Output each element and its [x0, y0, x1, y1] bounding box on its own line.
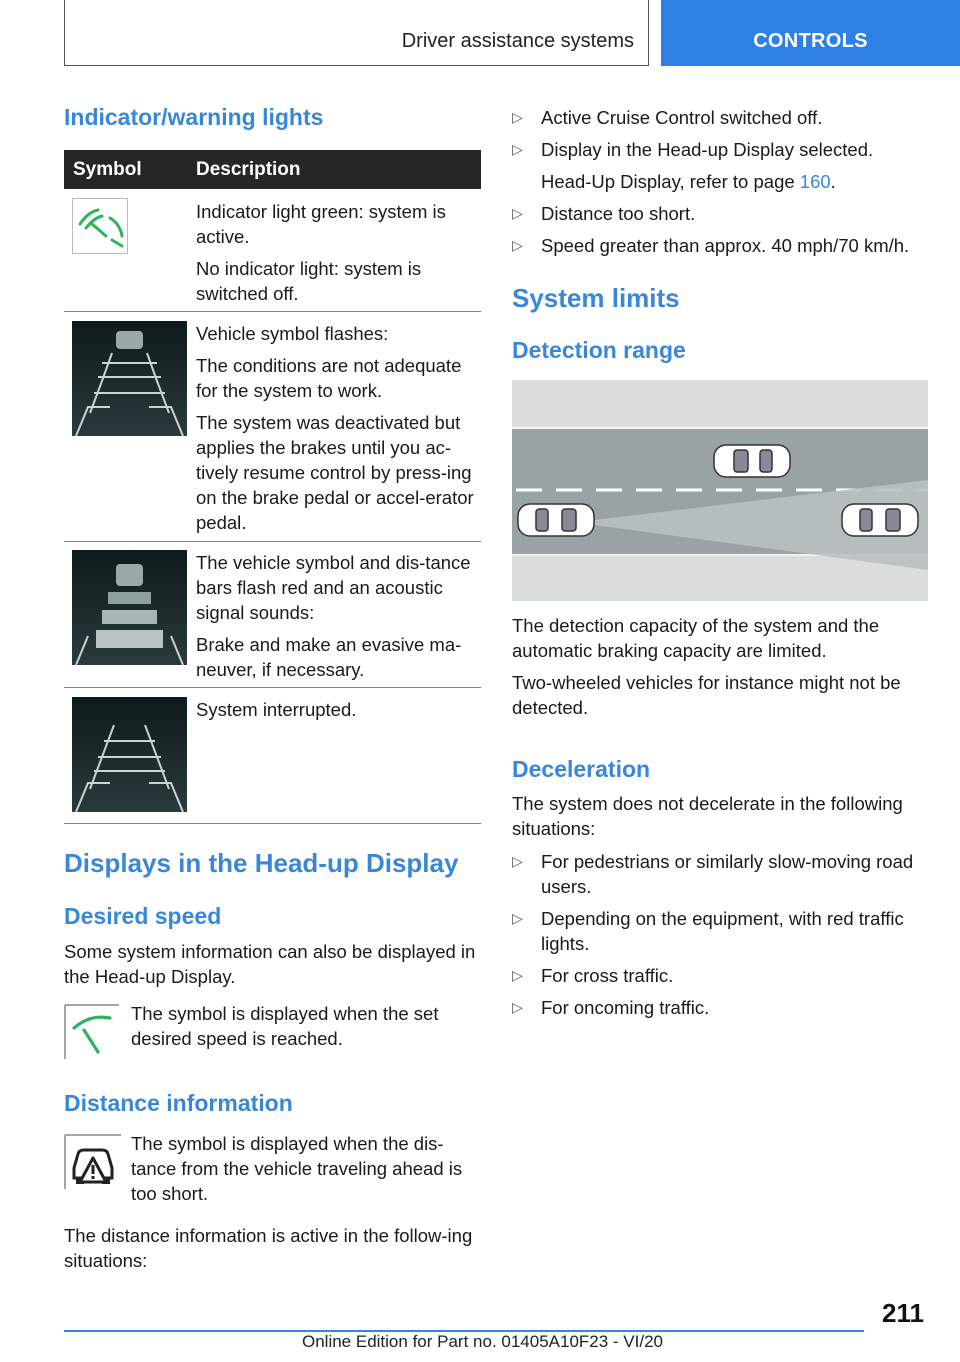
row1-description [196, 199, 481, 313]
desired-speed-text: Some system information can also be displayed in the Head-up Display. [64, 941, 476, 987]
triangle-bullet-icon: ▷ [512, 237, 523, 253]
triangle-bullet-icon: ▷ [512, 999, 523, 1015]
system-interrupted-display-icon [72, 697, 187, 812]
row-divider [64, 541, 481, 542]
distance-bars-display-icon [72, 550, 187, 665]
row2-line2: The conditions are not adequate for the system to work. [196, 355, 462, 401]
triangle-bullet-icon: ▷ [512, 910, 523, 926]
detection-range-illustration [512, 380, 928, 606]
deceleration-text: The system does not decelerate in the following situations: [512, 793, 903, 839]
col-description: Description [196, 159, 301, 180]
row3-line2: Brake and make an evasive ma-neuver, if necessary. [196, 634, 462, 680]
row4-description [196, 697, 481, 729]
row-divider [64, 823, 481, 824]
desired-speed-symbol-text: The symbol is displayed when the set desired speed is reached. [131, 1003, 439, 1049]
hud-page-reference: Head-Up Display, refer to page 160. [541, 171, 836, 192]
header-section-box [64, 0, 649, 66]
row2-description [196, 321, 481, 542]
desired-speed-icon [64, 1004, 120, 1065]
controls-tab-label: CONTROLS [753, 30, 868, 52]
triangle-bullet-icon: ▷ [512, 109, 523, 125]
distance-active-text: The distance information is active in the follow-ing situations: [64, 1225, 473, 1271]
table-header [64, 150, 481, 189]
triangle-bullet-icon: ▷ [512, 141, 523, 157]
distance-warning-icon [64, 1134, 122, 1195]
page-number: 211 [882, 1298, 924, 1328]
detection-text-2: Two-wheeled vehicles for instance might not be detected. [512, 672, 901, 718]
row-divider [64, 311, 481, 312]
detection-text-1: The detection capacity of the system and the automatic braking capacity are limited. [512, 615, 880, 661]
system-limits-heading: System limits [512, 283, 680, 313]
row-divider [64, 687, 481, 688]
acc-green-indicator-icon [72, 198, 187, 254]
indicator-heading: Indicator/warning lights [64, 104, 324, 130]
row1-line2: No indicator light: system is switched off. [196, 258, 422, 304]
col-symbol: Symbol [73, 159, 142, 180]
distance-info-heading: Distance information [64, 1090, 293, 1116]
edition-text: Online Edition for Part no. 01405A10F23 - VI/20 [302, 1332, 664, 1351]
hud-heading: Displays in the Head-up Display [64, 848, 459, 878]
triangle-bullet-icon: ▷ [512, 967, 523, 983]
row3-line1: The vehicle symbol and dis-tance bars flash red and an acoustic signal sounds: [196, 552, 471, 623]
row1-line1: Indicator light green: system is active. [196, 201, 446, 247]
detection-range-heading: Detection range [512, 337, 686, 363]
section-title: Driver assistance systems [401, 30, 634, 52]
vehicle-flash-display-icon [72, 321, 187, 436]
page-link[interactable]: 160 [799, 171, 831, 192]
controls-tab[interactable] [661, 0, 960, 66]
triangle-bullet-icon: ▷ [512, 205, 523, 221]
triangle-bullet-icon: ▷ [512, 853, 523, 869]
row3-description [196, 550, 481, 689]
row2-line3: The system was deactivated but applies the brakes until you ac-tively resume control by press-ing on the brake pedal or accel-erator pedal. [196, 412, 474, 533]
distance-symbol-text: The symbol is displayed when the dis-tance from the vehicle traveling ahead is too short. [131, 1133, 463, 1204]
row4-line1: System interrupted. [196, 699, 357, 720]
deceleration-heading: Deceleration [512, 756, 651, 782]
desired-speed-heading: Desired speed [64, 903, 222, 929]
row2-line1: Vehicle symbol flashes: [196, 323, 389, 344]
